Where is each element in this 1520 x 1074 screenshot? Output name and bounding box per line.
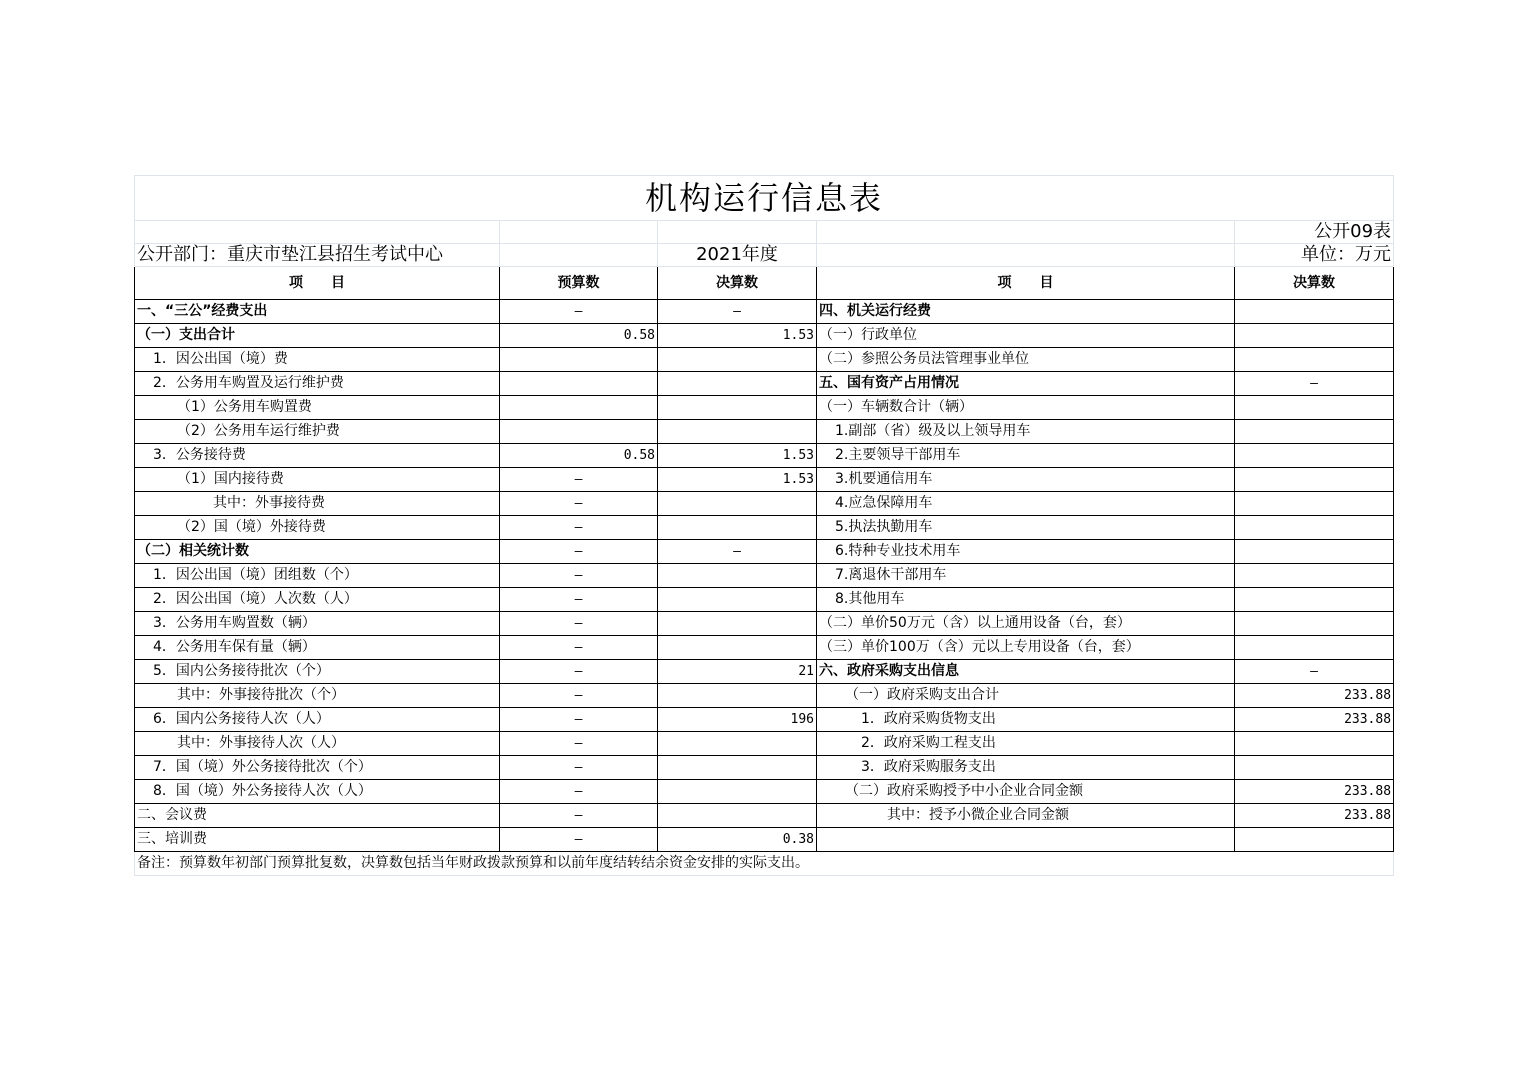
right-item-label: 六、政府采购支出信息 — [817, 660, 1235, 684]
budget-value: — — [500, 516, 658, 540]
final-value-right — [1235, 300, 1394, 324]
final-value-right — [1235, 348, 1394, 372]
budget-value: — — [500, 684, 658, 708]
left-item-label: 8．国（境）外公务接待人次（人） — [135, 780, 500, 804]
right-item-label: （一）行政单位 — [817, 324, 1235, 348]
table-header — [135, 267, 1394, 300]
table-row — [135, 804, 1394, 828]
final-value-right: — — [1235, 372, 1394, 396]
budget-value: — — [500, 660, 658, 684]
table-row — [135, 612, 1394, 636]
left-item-label: 3．公务接待费 — [135, 444, 500, 468]
right-item-label: 3．政府采购服务支出 — [817, 756, 1235, 780]
unit-label: 单位：万元 — [1235, 244, 1394, 267]
table-row — [135, 420, 1394, 444]
form-number: 公开09表 — [1235, 221, 1394, 244]
budget-value: — — [500, 540, 658, 564]
table-row — [135, 372, 1394, 396]
budget-value: — — [500, 300, 658, 324]
table-row — [135, 396, 1394, 420]
header-final-right: 决算数 — [1235, 267, 1394, 300]
table-row — [135, 324, 1394, 348]
budget-value: — — [500, 756, 658, 780]
right-item-label: 1.副部（省）级及以上领导用车 — [817, 420, 1235, 444]
report-sheet — [134, 175, 1393, 876]
budget-value: — — [500, 732, 658, 756]
final-value-left — [658, 492, 817, 516]
final-value-left — [658, 516, 817, 540]
left-item-label: 6．国内公务接待人次（人） — [135, 708, 500, 732]
right-item-label: 2．政府采购工程支出 — [817, 732, 1235, 756]
left-item-label: 其中：外事接待批次（个） — [135, 684, 500, 708]
right-item-label: 1．政府采购货物支出 — [817, 708, 1235, 732]
final-value-right — [1235, 468, 1394, 492]
final-value-right — [1235, 492, 1394, 516]
final-value-left: 1.53 — [658, 468, 817, 492]
budget-value: — — [500, 804, 658, 828]
final-value-left — [658, 804, 817, 828]
budget-value: 0.58 — [500, 444, 658, 468]
final-value-right — [1235, 444, 1394, 468]
table-row — [135, 564, 1394, 588]
left-item-label: （二）相关统计数 — [135, 540, 500, 564]
final-value-left: 196 — [658, 708, 817, 732]
table-row — [135, 588, 1394, 612]
right-item-label: 6.特种专业技术用车 — [817, 540, 1235, 564]
final-value-right: 233.88 — [1235, 780, 1394, 804]
left-item-label: （1）公务用车购置费 — [135, 396, 500, 420]
table-row — [135, 540, 1394, 564]
budget-value: — — [500, 828, 658, 852]
table-row — [135, 348, 1394, 372]
final-value-left: — — [658, 540, 817, 564]
header-item-left: 项 目 — [135, 267, 500, 300]
final-value-left — [658, 372, 817, 396]
report-table — [134, 175, 1394, 876]
final-value-right: 233.88 — [1235, 708, 1394, 732]
table-row — [135, 708, 1394, 732]
budget-value: — — [500, 588, 658, 612]
table-row — [135, 756, 1394, 780]
table-row — [135, 660, 1394, 684]
budget-value: — — [500, 708, 658, 732]
final-value-right — [1235, 588, 1394, 612]
final-value-right — [1235, 540, 1394, 564]
right-item-label: （二）参照公务员法管理事业单位 — [817, 348, 1235, 372]
right-item-label: （二）单价50万元（含）以上通用设备（台，套） — [817, 612, 1235, 636]
header-budget: 预算数 — [500, 267, 658, 300]
left-item-label: （2）公务用车运行维护费 — [135, 420, 500, 444]
table-row — [135, 444, 1394, 468]
left-item-label: 1．因公出国（境）费 — [135, 348, 500, 372]
left-item-label: 其中：外事接待费 — [135, 492, 500, 516]
budget-value — [500, 348, 658, 372]
final-value-left — [658, 396, 817, 420]
final-value-left — [658, 588, 817, 612]
final-value-left — [658, 756, 817, 780]
left-item-label: 3．公务用车购置数（辆） — [135, 612, 500, 636]
final-value-left — [658, 780, 817, 804]
final-value-left: 0.38 — [658, 828, 817, 852]
table-row — [135, 468, 1394, 492]
right-item-label: 五、国有资产占用情况 — [817, 372, 1235, 396]
table-row — [135, 732, 1394, 756]
budget-value: — — [500, 564, 658, 588]
left-item-label: （2）国（境）外接待费 — [135, 516, 500, 540]
header-item-right: 项 目 — [817, 267, 1235, 300]
final-value-left — [658, 612, 817, 636]
table-row — [135, 300, 1394, 324]
department-label: 公开部门：重庆市垫江县招生考试中心 — [135, 244, 500, 267]
right-item-label: 四、机关运行经费 — [817, 300, 1235, 324]
right-item-label: 3.机要通信用车 — [817, 468, 1235, 492]
final-value-left — [658, 732, 817, 756]
table-row — [135, 780, 1394, 804]
right-item-label: （二）政府采购授予中小企业合同金额 — [817, 780, 1235, 804]
budget-value: 0.58 — [500, 324, 658, 348]
budget-value — [500, 372, 658, 396]
final-value-right: 233.88 — [1235, 804, 1394, 828]
final-value-right — [1235, 636, 1394, 660]
left-item-label: 2．公务用车购置及运行维护费 — [135, 372, 500, 396]
table-row — [135, 492, 1394, 516]
right-item-label: 2.主要领导干部用车 — [817, 444, 1235, 468]
final-value-left: 21 — [658, 660, 817, 684]
right-item-label: 7.离退休干部用车 — [817, 564, 1235, 588]
final-value-right — [1235, 564, 1394, 588]
left-item-label: （1）国内接待费 — [135, 468, 500, 492]
left-item-label: 三、培训费 — [135, 828, 500, 852]
final-value-left — [658, 420, 817, 444]
left-item-label: 1．因公出国（境）团组数（个） — [135, 564, 500, 588]
footnote: 备注：预算数年初部门预算批复数，决算数包括当年财政拨款预算和以前年度结转结余资金安排的实际支出。 — [135, 852, 1394, 876]
final-value-right: — — [1235, 660, 1394, 684]
left-item-label: 其中：外事接待人次（人） — [135, 732, 500, 756]
right-item-label: 5.执法执勤用车 — [817, 516, 1235, 540]
final-value-right — [1235, 420, 1394, 444]
budget-value: — — [500, 780, 658, 804]
budget-value: — — [500, 468, 658, 492]
table-row — [135, 684, 1394, 708]
right-item-label: （一）车辆数合计（辆） — [817, 396, 1235, 420]
left-item-label: 5．国内公务接待批次（个） — [135, 660, 500, 684]
right-item-label: 4.应急保障用车 — [817, 492, 1235, 516]
final-value-right — [1235, 756, 1394, 780]
header-final-left: 决算数 — [658, 267, 817, 300]
final-value-left — [658, 348, 817, 372]
left-item-label: 一、“三公”经费支出 — [135, 300, 500, 324]
page-title: 机构运行信息表 — [135, 176, 1394, 221]
budget-value: — — [500, 612, 658, 636]
final-value-left: 1.53 — [658, 444, 817, 468]
final-value-right — [1235, 612, 1394, 636]
right-item-label: （一）政府采购支出合计 — [817, 684, 1235, 708]
right-item-label — [817, 828, 1235, 852]
right-item-label: （三）单价100万（含）元以上专用设备（台，套） — [817, 636, 1235, 660]
table-row — [135, 636, 1394, 660]
left-item-label: 4．公务用车保有量（辆） — [135, 636, 500, 660]
final-value-left: — — [658, 300, 817, 324]
fiscal-year: 2021年度 — [658, 244, 817, 267]
final-value-left — [658, 684, 817, 708]
final-value-right: 233.88 — [1235, 684, 1394, 708]
left-item-label: 2．因公出国（境）人次数（人） — [135, 588, 500, 612]
right-item-label: 其中：授予小微企业合同金额 — [817, 804, 1235, 828]
budget-value: — — [500, 636, 658, 660]
final-value-right — [1235, 516, 1394, 540]
budget-value: — — [500, 492, 658, 516]
final-value-left — [658, 564, 817, 588]
final-value-right — [1235, 732, 1394, 756]
final-value-left: 1.53 — [658, 324, 817, 348]
final-value-right — [1235, 396, 1394, 420]
table-row — [135, 828, 1394, 852]
left-item-label: 7．国（境）外公务接待批次（个） — [135, 756, 500, 780]
budget-value — [500, 396, 658, 420]
right-item-label: 8.其他用车 — [817, 588, 1235, 612]
final-value-right — [1235, 828, 1394, 852]
left-item-label: （一）支出合计 — [135, 324, 500, 348]
table-row — [135, 516, 1394, 540]
final-value-left — [658, 636, 817, 660]
budget-value — [500, 420, 658, 444]
left-item-label: 二、会议费 — [135, 804, 500, 828]
final-value-right — [1235, 324, 1394, 348]
